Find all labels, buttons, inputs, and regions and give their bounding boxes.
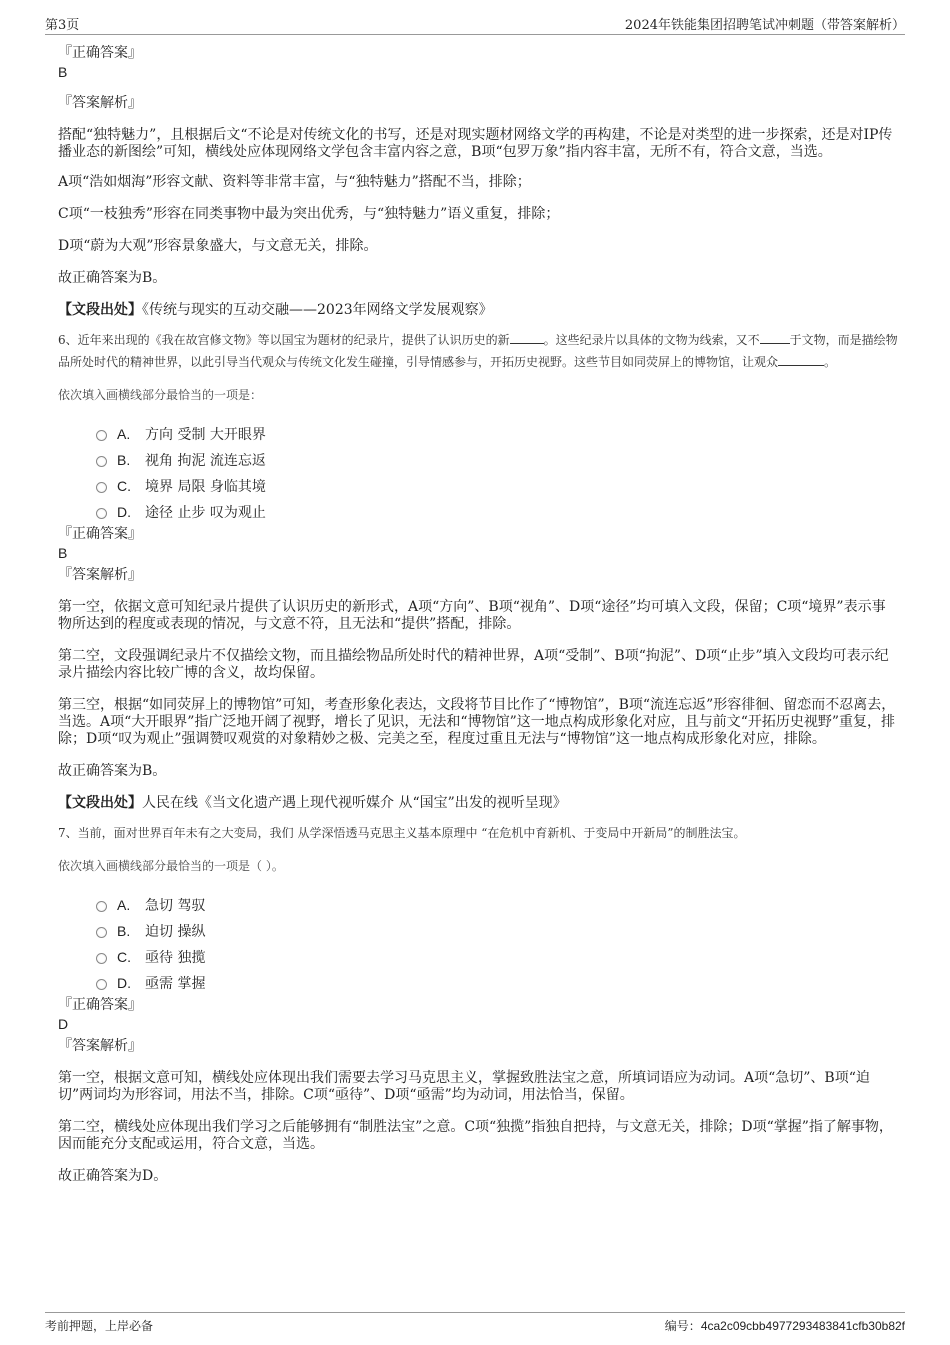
footer-slogan: 考前押题，上岸必备 xyxy=(45,1319,154,1333)
question-text: 6、近年来出现的《我在故宫修文物》等以国宝为题材的纪录片，提供了认识历史的新 xyxy=(58,333,510,347)
q6-analysis-para: 第三空，根据“如同荧屏上的博物馆”可知，考查形象化表达，文段将节目比作了“博物馆”，B项“流连忘返”形容徘徊、留恋而不忍离去，当选。A项“大开眼界”指广泛地开阔了视野，增长了见识，无法和“博物馆”这一地点构成形象化对应，且与前文“开拓历史视野”重复，排除；D项“叹为观止”强调赞叹观赏的对象精妙之极、完美之至，程度过重且无法与“博物馆”这一地点构成形象化对应，排除。 xyxy=(58,697,896,747)
q6-answer: B xyxy=(58,545,68,561)
blank-2 xyxy=(760,343,790,344)
option-letter: A. xyxy=(117,426,131,442)
q7-answer-label: 『正确答案』 xyxy=(58,997,142,1013)
q5-analysis-label: 『答案解析』 xyxy=(58,95,142,111)
source-label: 【文段出处】 xyxy=(58,302,142,318)
option-d[interactable] xyxy=(96,499,898,525)
radio-icon[interactable] xyxy=(96,927,107,938)
option-a[interactable] xyxy=(96,421,898,447)
option-text: 境界 局限 身临其境 xyxy=(145,479,266,495)
q7-hint: 依次填入画横线部分最恰当的一项是（ ）。 xyxy=(58,859,284,873)
q5-source xyxy=(58,302,898,319)
q6-question xyxy=(58,329,898,373)
option-b[interactable] xyxy=(96,447,898,473)
q6-analysis-para: 第一空，依据文意可知纪录片提供了认识历史的新形式，A项“方向”、B项“视角”、D项“途径”均可填入文段，保留；C项“境界”表示事物所达到的程度或表现的情况，与文意不符，且无法和“提供”搭配，排除。 xyxy=(58,599,886,632)
question-text: 。这些纪录片以具体的文物为线索，又不 xyxy=(543,333,760,347)
page-number: 第3页 xyxy=(45,18,80,33)
radio-icon[interactable] xyxy=(96,430,107,441)
q6-analysis-label: 『答案解析』 xyxy=(58,567,142,583)
option-d[interactable] xyxy=(96,970,898,996)
document-body xyxy=(58,44,898,1185)
option-letter: D. xyxy=(117,504,131,520)
q7-analysis-para: 第二空，横线处应体现出我们学习之后能够拥有“制胜法宝”之意。C项“独揽”指独自把持，与文意无关，排除；D项“掌握”指了解事物，因而能充分支配或运用，符合文意，当选。 xyxy=(58,1119,893,1152)
page-footer xyxy=(45,1312,905,1335)
question-text: 。 xyxy=(824,355,837,369)
option-text: 途径 止步 叹为观止 xyxy=(145,505,266,521)
q7-analysis-label: 『答案解析』 xyxy=(58,1038,142,1054)
q5-analysis-para: D项“蔚为大观”形容景象盛大，与文意无关，排除。 xyxy=(58,238,378,254)
option-c[interactable] xyxy=(96,473,898,499)
blank-3 xyxy=(778,365,824,366)
source-text: 人民在线《当文化遗产遇上现代视听媒介 从“国宝”出发的视听呈现》 xyxy=(142,795,567,811)
option-letter: B. xyxy=(117,452,131,468)
option-a[interactable] xyxy=(96,892,898,918)
radio-icon[interactable] xyxy=(96,953,107,964)
document-code xyxy=(665,1317,905,1334)
q6-source xyxy=(58,795,898,812)
q5-answer: B xyxy=(58,64,68,80)
option-letter: C. xyxy=(117,949,131,965)
q6-answer-label: 『正确答案』 xyxy=(58,526,142,542)
option-text: 迫切 操纵 xyxy=(145,924,206,940)
option-text: 急切 驾驭 xyxy=(145,898,206,914)
question-text: 于文物，而是描绘物品所处时代的精神世界，以此引导当代观众与传统文化发生碰撞，引导情感参与，开拓历史视野。这些节目如同荧屏上的博物馆，让观众 xyxy=(58,333,898,369)
option-letter: C. xyxy=(117,478,131,494)
code-label: 编号： xyxy=(664,1319,701,1333)
q6-analysis-para: 第二空，文段强调纪录片不仅描绘文物，而且描绘物品所处时代的精神世界，A项“受制”、B项“拘泥”、D项“止步”填入文段均可表示纪录片描绘内容比较广博的含义，故均保留。 xyxy=(58,648,889,681)
radio-icon[interactable] xyxy=(96,508,107,519)
code-value: 4ca2c09cbb4977293483841cfb30b82f xyxy=(700,1319,905,1333)
option-text: 亟待 独揽 xyxy=(145,950,206,966)
radio-icon[interactable] xyxy=(96,456,107,467)
document-title: 2024年铁能集团招聘笔试冲刺题（带答案解析） xyxy=(624,18,905,33)
q7-question: 7、当前，面对世界百年未有之大变局，我们 从学深悟透马克思主义基本原理中 “在危机中育新机、于变局中开新局”的制胜法宝。 xyxy=(58,826,746,840)
source-text: 《传统与现实的互动交融——2023年网络文学发展观察》 xyxy=(142,302,493,318)
q7-answer: D xyxy=(58,1016,69,1032)
q5-analysis-para: 搭配“独特魅力”，且根据后文“不论是对传统文化的书写，还是对现实题材网络文学的再构建，不论是对类型的进一步探索，还是对IP传播业态的新图绘”可知，横线处应体现网络文学包含丰富内容之意，B项“包罗万象”指内容丰富，无所不有，符合文意，当选。 xyxy=(58,127,893,160)
option-text: 亟需 掌握 xyxy=(145,976,206,992)
option-letter: B. xyxy=(117,923,131,939)
q5-analysis-para: A项“浩如烟海”形容文献、资料等非常丰富，与“独特魅力”搭配不当，排除； xyxy=(58,174,531,190)
q5-answer-label: 『正确答案』 xyxy=(58,45,142,61)
q7-analysis-para: 第一空，根据文意可知，横线处应体现出我们需要去学习马克思主义，掌握致胜法宝之意，所填词语应为动词。A项“急切”、B项“迫切”两词均为形容词，用法不当，排除。C项“亟待”、D项“亟需”均为动词，用法恰当，保留。 xyxy=(58,1070,870,1103)
q6-options xyxy=(58,421,898,525)
radio-icon[interactable] xyxy=(96,482,107,493)
blank-1 xyxy=(510,343,544,344)
q5-analysis-para: C项“一枝独秀”形容在同类事物中最为突出优秀，与“独特魅力”语义重复，排除； xyxy=(58,206,560,222)
option-c[interactable] xyxy=(96,944,898,970)
radio-icon[interactable] xyxy=(96,979,107,990)
q6-analysis-para: 故正确答案为B。 xyxy=(58,763,167,779)
source-label: 【文段出处】 xyxy=(58,795,142,811)
page-header xyxy=(45,12,905,35)
option-text: 视角 拘泥 流连忘返 xyxy=(145,453,266,469)
q7-options xyxy=(58,892,898,996)
q6-hint: 依次填入画横线部分最恰当的一项是： xyxy=(58,388,263,402)
option-text: 方向 受制 大开眼界 xyxy=(145,427,266,443)
option-b[interactable] xyxy=(96,918,898,944)
radio-icon[interactable] xyxy=(96,901,107,912)
option-letter: A. xyxy=(117,897,131,913)
option-letter: D. xyxy=(117,975,131,991)
q5-analysis-para: 故正确答案为B。 xyxy=(58,270,167,286)
q7-analysis-para: 故正确答案为D。 xyxy=(58,1168,168,1184)
